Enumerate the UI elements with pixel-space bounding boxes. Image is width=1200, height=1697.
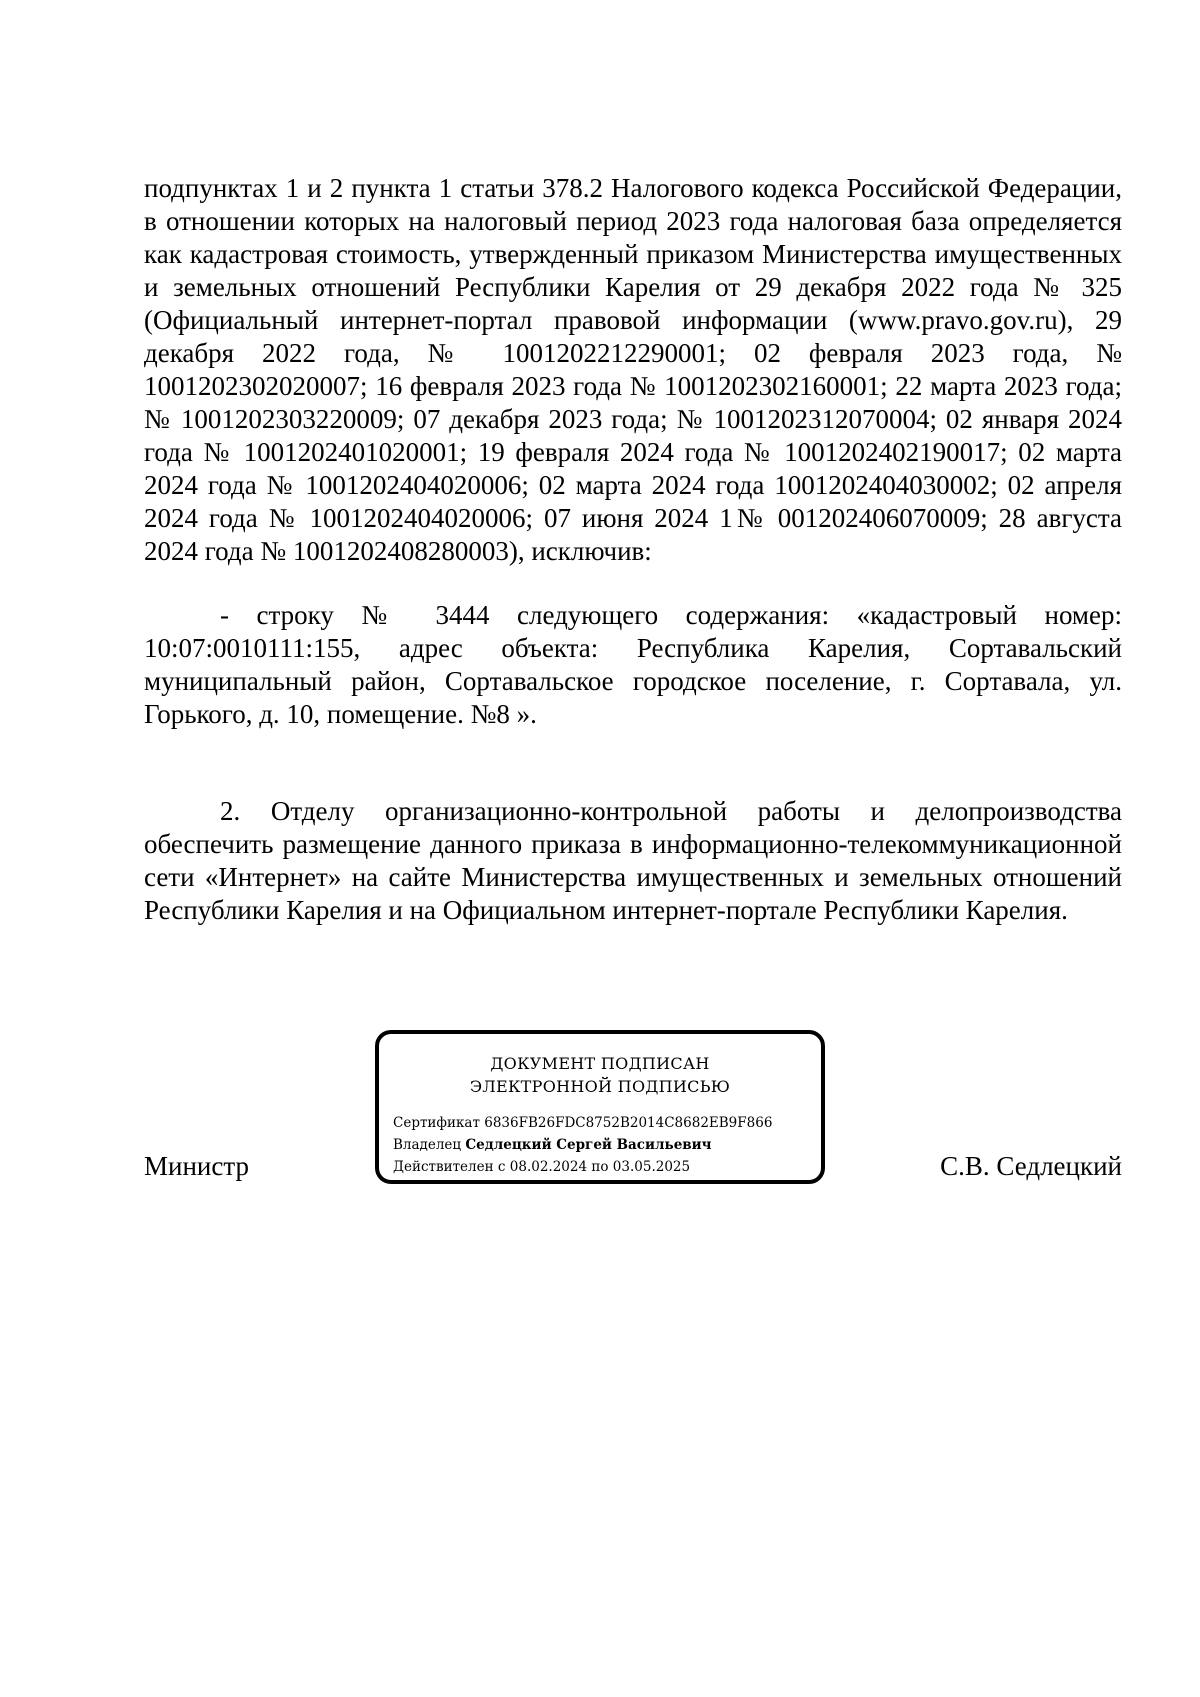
stamp-valid-from: 08.02.2024 <box>509 1159 588 1175</box>
stamp-certificate-value: 6836FB26FDC8752B2014C8682EB9F866 <box>484 1115 773 1131</box>
paragraph-exclusion-row: - строку № 3444 следующего содержания: «кадастровый номер: 10:07:0010111:155, адрес объекта: Республика Карелия, Сортавальский муниципальный район, Сортавальское городское поселение, г. Сортавала, ул. Горького, д. 10, помещение. №8 ». <box>144 600 1122 729</box>
electronic-signature-stamp <box>375 1030 825 1184</box>
signature-block <box>144 1030 1122 1200</box>
signatory-title: Министр <box>144 1151 249 1181</box>
stamp-validity-line <box>393 1156 821 1178</box>
document-body <box>144 172 1122 927</box>
stamp-details <box>393 1112 821 1178</box>
paragraph-spacer <box>144 568 1122 599</box>
paragraph-item-2: 2. Отделу организационно-контрольной работы и делопроизводства обеспечить размещение данного приказа в информационно-телекоммуникационной сети «Интернет» на сайте Министерства имущественных и земельных отношений Республики Карелия и на Официальном интернет-портале Республики Карелия. <box>144 796 1122 925</box>
stamp-valid-to-label: по <box>591 1159 609 1175</box>
stamp-valid-to: 03.05.2025 <box>612 1159 691 1175</box>
stamp-owner-line <box>393 1134 821 1156</box>
stamp-heading <box>379 1052 821 1098</box>
stamp-heading-line-2: ЭЛЕКТРОННОЙ ПОДПИСЬЮ <box>469 1077 731 1096</box>
stamp-certificate-line <box>393 1112 821 1134</box>
stamp-certificate-label: Сертификат <box>393 1115 480 1131</box>
stamp-owner-label: Владелец <box>393 1137 462 1153</box>
signatory-name: С.В. Седлецкий <box>940 1151 1122 1181</box>
stamp-valid-label: Действителен с <box>393 1159 506 1175</box>
stamp-heading-line-1: ДОКУМЕНТ ПОДПИСАН <box>490 1054 710 1073</box>
stamp-owner-value: Седлецкий Сергей Васильевич <box>465 1137 712 1153</box>
paragraph-continuation: подпунктах 1 и 2 пункта 1 статьи 378.2 Налогового кодекса Российской Федерации, в отношении которых на налоговый период 2023 года налоговая база определяется как кадастровая стоимость, утвержденный приказом Министерства имущественных и земельных отношений Республики Карелия от 29 декабря 2022 года № 325 (Официальный интернет-портал правовой информации (www.pravo.gov.ru), 29 декабря 2022 года, № 1001202212290001; 02 февраля 2023 года, № 1001202302020007; 16 февраля 2023 года № 1001202302160001; 22 марта 2023 года; № 1001202303220009; 07 декабря 2023 года; № 1001202312070004; 02 января 2024 года № 1001202401020001; 19 февраля 2024 года № 1001202402190017; 02 марта 2024 года № 1001202404020006; 02 марта 2024 года 1001202404030002; 02 апреля 2024 года № 1001202404020006; 07 июня 2024 1№ 001202406070009; 28 августа 2024 года № 1001202408280003), исключив: <box>144 173 1122 566</box>
paragraph-spacer <box>144 731 1122 795</box>
